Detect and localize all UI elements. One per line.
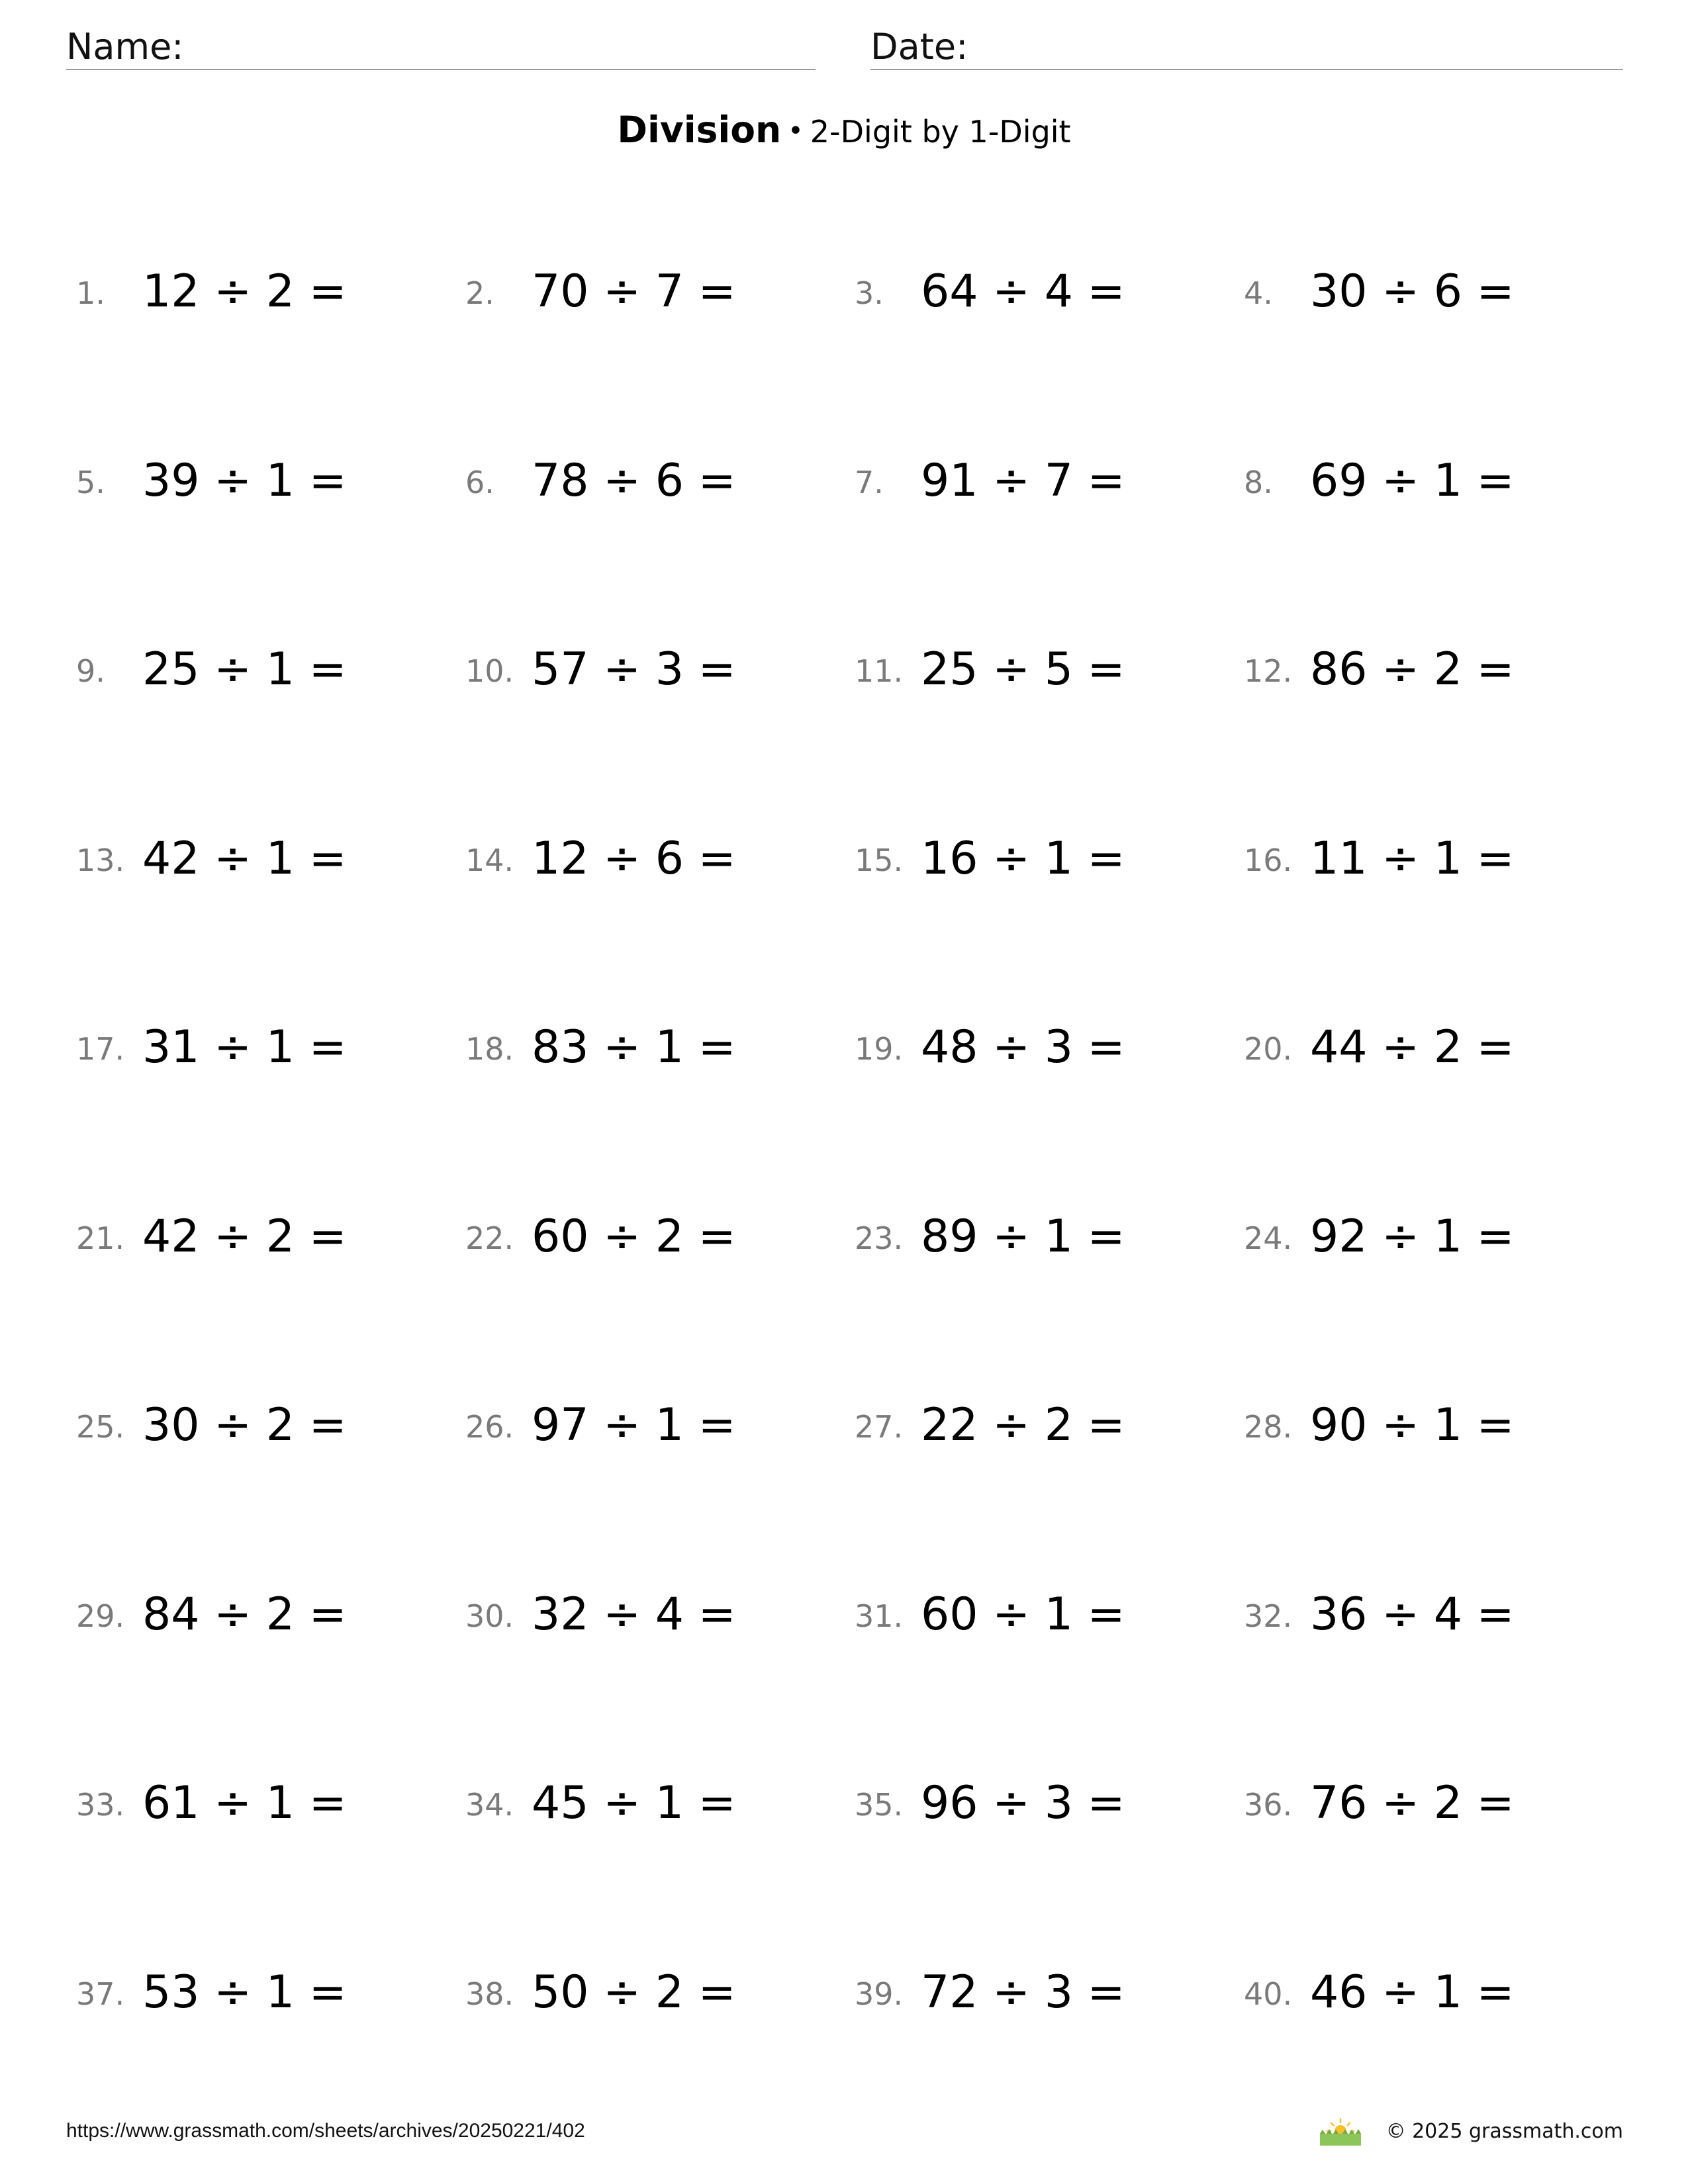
problem-expression: 31 ÷ 1 = xyxy=(142,1021,347,1073)
problem-expression: 96 ÷ 3 = xyxy=(921,1777,1125,1829)
problem-number: 37. xyxy=(76,1976,125,2012)
problem-number: 32. xyxy=(1244,1598,1293,1634)
problem-number: 27. xyxy=(855,1409,904,1445)
problem-expression: 36 ÷ 4 = xyxy=(1310,1588,1515,1641)
problem-expression: 61 ÷ 1 = xyxy=(142,1777,347,1829)
problem-expression: 92 ÷ 1 = xyxy=(1310,1210,1515,1263)
problem-expression: 69 ÷ 1 = xyxy=(1310,455,1515,507)
problem-expression: 46 ÷ 1 = xyxy=(1310,1966,1515,2019)
date-label: Date: xyxy=(870,26,968,68)
problem-expression: 42 ÷ 2 = xyxy=(142,1210,347,1263)
problem-number: 25. xyxy=(76,1409,125,1445)
problem-number: 28. xyxy=(1244,1409,1293,1445)
problem-number: 15. xyxy=(855,842,904,878)
problem-expression: 25 ÷ 1 = xyxy=(142,643,347,696)
problem-expression: 90 ÷ 1 = xyxy=(1310,1399,1515,1451)
problem-number: 2. xyxy=(465,275,494,311)
problem-number: 18. xyxy=(465,1031,514,1067)
problem-expression: 97 ÷ 1 = xyxy=(532,1399,736,1451)
problem-expression: 60 ÷ 2 = xyxy=(532,1210,736,1263)
problem-number: 20. xyxy=(1244,1031,1293,1067)
problem-expression: 53 ÷ 1 = xyxy=(142,1966,347,2019)
problem-number: 1. xyxy=(76,275,105,311)
problem-number: 22. xyxy=(465,1220,514,1256)
problem-number: 29. xyxy=(76,1598,125,1634)
problem-expression: 30 ÷ 2 = xyxy=(142,1399,347,1451)
problem-number: 23. xyxy=(855,1220,904,1256)
problem-number: 30. xyxy=(465,1598,514,1634)
problem-number: 26. xyxy=(465,1409,514,1445)
problem-number: 5. xyxy=(76,465,105,500)
problem-expression: 22 ÷ 2 = xyxy=(921,1399,1125,1451)
problem-number: 35. xyxy=(855,1787,904,1823)
problem-expression: 78 ÷ 6 = xyxy=(532,455,736,507)
problem-expression: 39 ÷ 1 = xyxy=(142,455,347,507)
problem-number: 16. xyxy=(1244,842,1293,878)
problem-number: 19. xyxy=(855,1031,904,1067)
footer-url[interactable]: https://www.grassmath.com/sheets/archives/20250221/402 xyxy=(66,2120,585,2142)
problem-expression: 44 ÷ 2 = xyxy=(1310,1021,1515,1073)
problem-expression: 12 ÷ 6 = xyxy=(532,833,736,885)
problem-number: 10. xyxy=(465,653,514,689)
problem-number: 40. xyxy=(1244,1976,1293,2012)
problem-number: 8. xyxy=(1244,465,1273,500)
problem-number: 3. xyxy=(855,275,884,311)
problem-number: 6. xyxy=(465,465,494,500)
problem-number: 21. xyxy=(76,1220,125,1256)
problem-expression: 12 ÷ 2 = xyxy=(142,265,347,318)
problem-expression: 57 ÷ 3 = xyxy=(532,643,736,696)
problem-expression: 32 ÷ 4 = xyxy=(532,1588,736,1641)
worksheet-title xyxy=(0,106,1688,158)
problem-expression: 83 ÷ 1 = xyxy=(532,1021,736,1073)
problem-expression: 60 ÷ 1 = xyxy=(921,1588,1125,1641)
footer-copyright: © 2025 grassmath.com xyxy=(1385,2119,1623,2143)
problem-expression: 72 ÷ 3 = xyxy=(921,1966,1125,2019)
problem-expression: 30 ÷ 6 = xyxy=(1310,265,1515,318)
problem-number: 9. xyxy=(76,653,105,689)
problem-number: 12. xyxy=(1244,653,1293,689)
problem-expression: 91 ÷ 7 = xyxy=(921,455,1125,507)
date-field[interactable] xyxy=(870,25,1623,70)
problem-number: 4. xyxy=(1244,275,1273,311)
problem-expression: 76 ÷ 2 = xyxy=(1310,1777,1515,1829)
sun-over-grass-icon xyxy=(1319,2115,1362,2147)
problem-number: 39. xyxy=(855,1976,904,2012)
problem-expression: 16 ÷ 1 = xyxy=(921,833,1125,885)
title-main: Division xyxy=(617,109,782,151)
problem-number: 13. xyxy=(76,842,125,878)
problem-expression: 70 ÷ 7 = xyxy=(532,265,736,318)
problem-number: 33. xyxy=(76,1787,125,1823)
problem-expression: 11 ÷ 1 = xyxy=(1310,833,1515,885)
problem-expression: 45 ÷ 1 = xyxy=(532,1777,736,1829)
problem-expression: 25 ÷ 5 = xyxy=(921,643,1125,696)
problem-number: 24. xyxy=(1244,1220,1293,1256)
name-label: Name: xyxy=(66,26,184,68)
problem-expression: 89 ÷ 1 = xyxy=(921,1210,1125,1263)
problem-expression: 42 ÷ 1 = xyxy=(142,833,347,885)
problem-number: 7. xyxy=(855,465,884,500)
problem-number: 11. xyxy=(855,653,904,689)
problem-number: 34. xyxy=(465,1787,514,1823)
problem-number: 38. xyxy=(465,1976,514,2012)
problem-number: 17. xyxy=(76,1031,125,1067)
problem-number: 36. xyxy=(1244,1787,1293,1823)
title-subtitle: 2-Digit by 1-Digit xyxy=(810,114,1071,150)
problem-expression: 50 ÷ 2 = xyxy=(532,1966,736,2019)
title-separator: • xyxy=(788,116,804,146)
problem-expression: 64 ÷ 4 = xyxy=(921,265,1125,318)
footer-brand xyxy=(1319,2115,1623,2147)
problem-number: 31. xyxy=(855,1598,904,1634)
problem-number: 14. xyxy=(465,842,514,878)
problem-expression: 84 ÷ 2 = xyxy=(142,1588,347,1641)
problem-expression: 86 ÷ 2 = xyxy=(1310,643,1515,696)
name-field[interactable] xyxy=(66,25,816,70)
problem-expression: 48 ÷ 3 = xyxy=(921,1021,1125,1073)
